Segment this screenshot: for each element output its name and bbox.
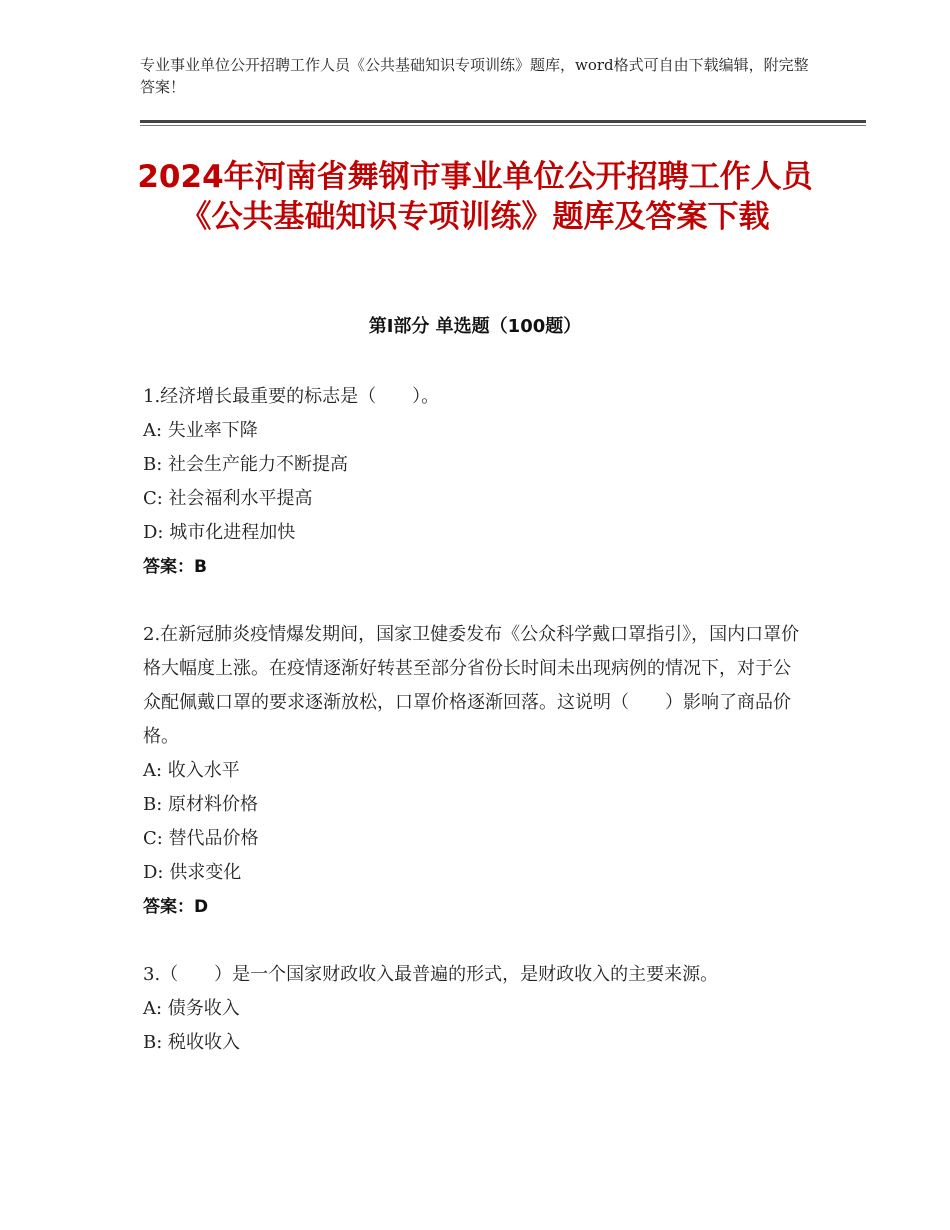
- answer: 答案：B: [143, 557, 207, 577]
- option-b: B: 原材料价格: [143, 794, 259, 815]
- option-b: B: 税收收入: [143, 1032, 241, 1053]
- option-a: A: 收入水平: [143, 760, 240, 781]
- option-b: B: 社会生产能力不断提高: [143, 454, 349, 475]
- section-title: 第I部分 单选题（100题）: [368, 316, 582, 337]
- question-stem: 3.（ ）是一个国家财政收入最普遍的形式，是财政收入的主要来源。: [143, 964, 719, 985]
- answer: 答案：D: [143, 897, 209, 917]
- document-title: 2024年河南省舞钢市事业单位公开招聘工作人员《公共基础知识专项训练》题库及答案下载: [137, 159, 813, 235]
- question-1: [143, 380, 803, 584]
- option-c: C: 社会福利水平提高: [143, 488, 313, 509]
- question-stem: 1.经济增长最重要的标志是（ ）。: [143, 386, 440, 407]
- question-list: [143, 380, 803, 1094]
- option-d: D: 供求变化: [143, 862, 242, 883]
- option-c: C: 替代品价格: [143, 828, 259, 849]
- header-rule-thin: [140, 125, 866, 126]
- header-rule-thick: [140, 120, 866, 123]
- question-2: [143, 618, 803, 924]
- header-note: 专业事业单位公开招聘工作人员《公共基础知识专项训练》题库，word格式可自由下载编辑，附完整答案！: [140, 56, 809, 96]
- question-stem: 2.在新冠肺炎疫情爆发期间，国家卫健委发布《公众科学戴口罩指引》，国内口罩价格大幅度上涨。在疫情逐渐好转甚至部分省份长时间未出现病例的情况下，对于公众配佩戴口罩的要求逐渐放松，口罩价格逐渐回落。这说明（ ）影响了商品价格。: [143, 624, 800, 747]
- question-3: [143, 958, 803, 1060]
- option-a: A: 失业率下降: [143, 420, 258, 441]
- option-a: A: 债务收入: [143, 998, 240, 1019]
- option-d: D: 城市化进程加快: [143, 522, 296, 543]
